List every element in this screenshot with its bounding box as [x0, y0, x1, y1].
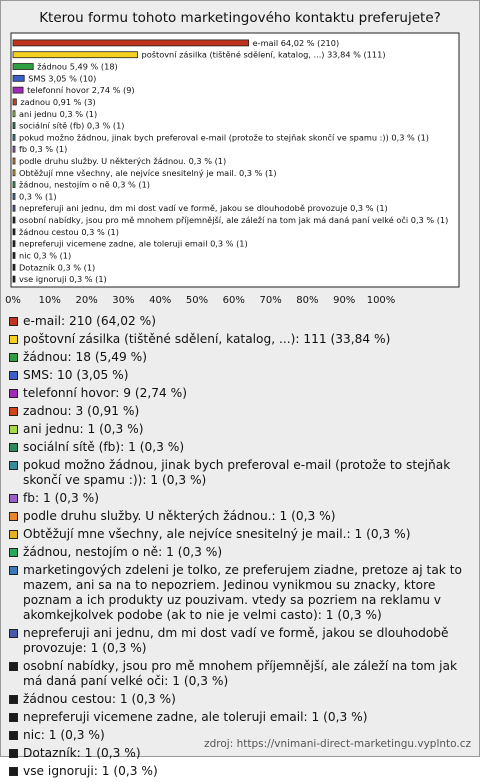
x-tick-label: 0% [5, 295, 21, 306]
legend-item [9, 440, 475, 455]
x-tick-label: 100% [366, 295, 396, 306]
x-tick-label: 40% [149, 295, 172, 306]
legend-item [9, 563, 475, 623]
bar [13, 264, 15, 270]
bar [13, 87, 23, 93]
bar [13, 193, 15, 199]
bar-label: žádnou 5,49 % (18) [37, 61, 118, 72]
bar-label: SMS 3,05 % (10) [28, 73, 97, 84]
bar [13, 134, 15, 140]
bar-chart [1, 1, 479, 311]
legend-item [9, 332, 475, 347]
legend-label: vse ignoruji: 1 (0,3 %) [23, 764, 158, 778]
bar-label: nepreferuji vicemene zadne, ale toleruji email 0,3 % (1) [19, 238, 248, 249]
bar-label: žádnou, nestojím o ně 0,3 % (1) [19, 179, 150, 190]
legend-item [9, 314, 475, 329]
bar [13, 241, 15, 247]
source-credit: zdroj: https://vnimani-direct-marketingu.vyplnto.cz [204, 738, 471, 750]
bar-label: poštovní zásilka (tištěné sdělení, katalog, ...) 33,84 % (111) [141, 49, 386, 60]
legend-label: ani jednu: 1 (0,3 %) [23, 422, 144, 436]
legend-item [9, 491, 475, 506]
bar [13, 75, 24, 81]
x-tick-label: 80% [296, 295, 319, 306]
legend-label: sociální sítě (fb): 1 (0,3 %) [23, 440, 185, 454]
legend-item [9, 545, 475, 560]
bar [13, 158, 15, 164]
bar-label: sociální sítě (fb) 0,3 % (1) [19, 120, 125, 131]
bar-label: pokud možno žádnou, jinak bych preferoval e-mail (protože to stejňak skončí ve spamu :)) 0,3 % (1) [19, 132, 430, 143]
bar-label: osobní nabídky, jsou pro mě mnohem příjemnější, ale záleží na tom jak má daná paní velké oči 0,3 % (1) [19, 215, 449, 226]
bar-label: podle druhu služby. U některých žádnou. 0,3 % (1) [19, 156, 227, 166]
legend-item [9, 458, 475, 488]
legend-label: žádnou: 18 (5,49 %) [23, 350, 147, 364]
legend-label: zadnou: 3 (0,91 %) [23, 404, 140, 418]
legend-swatch [9, 353, 18, 362]
bar-label: nic 0,3 % (1) [19, 250, 72, 261]
legend-item [9, 509, 475, 524]
legend-item [9, 386, 475, 401]
legend-label: pokud možno žádnou, jinak bych preferoval e-mail (protože to stejňak skončí ve spamu :)): 1 (0,3 %) [23, 458, 451, 487]
legend-label: poštovní zásilka (tištěné sdělení, katalog, ...): 111 (33,84 %) [23, 332, 391, 346]
legend-label: SMS: 10 (3,05 %) [23, 368, 129, 382]
legend-label: osobní nabídky, jsou pro mě mnohem příjemnější, ale záleží na tom jak má daná paní velké oči: 1 (0,3 %) [23, 659, 458, 688]
legend-label: nic: 1 (0,3 %) [23, 728, 105, 742]
bar [13, 52, 138, 58]
bar [13, 217, 15, 223]
bar [13, 170, 15, 176]
bar [13, 111, 15, 117]
legend-item [9, 659, 475, 689]
legend-swatch [9, 695, 18, 704]
legend-swatch [9, 629, 18, 638]
legend-item [9, 710, 475, 725]
bar [13, 252, 15, 258]
x-tick-label: 10% [38, 295, 61, 306]
x-tick-label: 50% [185, 295, 209, 306]
legend-swatch [9, 389, 18, 398]
bar [13, 40, 249, 46]
bar-label: vse ignoruji 0,3 % (1) [19, 274, 107, 285]
bar-label: 0,3 % (1) [19, 191, 57, 202]
legend-label: žádnou, nestojím o ně: 1 (0,3 %) [23, 545, 223, 559]
legend-swatch [9, 566, 18, 575]
legend-label: nepreferuji vicemene zadne, ale toleruji email: 1 (0,3 %) [23, 710, 368, 724]
legend-swatch [9, 407, 18, 416]
legend-label: Obtěžují mne všechny, ale nejvíce snesitelný je mail.: 1 (0,3 %) [23, 527, 411, 541]
legend-swatch [9, 662, 18, 671]
chart-legend [9, 314, 475, 782]
bar-label: zadnou 0,91 % (3) [20, 96, 96, 107]
x-tick-label: 70% [259, 295, 282, 306]
legend-label: e-mail: 210 (64,02 %) [23, 314, 156, 328]
chart-title: Kterou formu tohoto marketingového kontaktu preferujete? [39, 10, 441, 26]
legend-label: podle druhu služby. U některých žádnou.: 1 (0,3 %) [23, 509, 336, 523]
legend-item [9, 350, 475, 365]
bar [13, 182, 15, 188]
legend-swatch [9, 461, 18, 470]
bar-label: e-mail 64,02 % (210) [252, 37, 340, 48]
legend-swatch [9, 443, 18, 452]
bar [13, 146, 15, 152]
legend-swatch [9, 317, 18, 326]
legend-item [9, 404, 475, 419]
legend-swatch [9, 335, 18, 344]
legend-label: marketingových zdeleni je tolko, ze preferujem ziadne, pretoze aj tak to mazem, ani sa na to nepozriem. Jedinou vynikmou su znacky, ktore poznam a ich produkty uz pouzivam. vtedy sa pozriem na reklamu v akomkejkolvek podobe (ak to nie je velmi casto): 1 (0,3 %) [23, 563, 462, 622]
legend-label: fb: 1 (0,3 %) [23, 491, 99, 505]
bar [13, 64, 33, 70]
x-tick-label: 30% [112, 295, 135, 306]
legend-swatch [9, 713, 18, 722]
legend-label: nepreferuji ani jednu, dm mi dost vadí ve formě, jakou se dlouhodobě provozuje: 1 (0,3 %) [23, 626, 449, 655]
bar-label: nepreferuji ani jednu, dm mi dost vadí ve formě, jakou se dlouhodobě provozuje 0,3 % (1) [19, 203, 388, 214]
legend-swatch [9, 530, 18, 539]
legend-item [9, 368, 475, 383]
legend-item [9, 764, 475, 779]
legend-swatch [9, 512, 18, 521]
bar [13, 205, 15, 211]
legend-swatch [9, 548, 18, 557]
legend-item [9, 527, 475, 542]
legend-item [9, 422, 475, 437]
legend-swatch [9, 371, 18, 380]
bar-label: telefonní hovor 2,74 % (9) [27, 85, 135, 96]
legend-label: žádnou cestou: 1 (0,3 %) [23, 692, 176, 706]
x-tick-label: 20% [75, 295, 98, 306]
bar [13, 99, 16, 105]
bar-label: žádnou cestou 0,3 % (1) [19, 226, 119, 237]
legend-item [9, 626, 475, 656]
bar-label: Obtěžují mne všechny, ale nejvíce snesitelný je mail. 0,3 % (1) [19, 167, 277, 178]
bar [13, 229, 15, 235]
bar [13, 123, 15, 129]
legend-item [9, 692, 475, 707]
x-tick-label: 90% [333, 295, 356, 306]
bar-label: Dotazník 0,3 % (1) [19, 262, 96, 273]
legend-swatch [9, 494, 18, 503]
legend-label: Dotazník: 1 (0,3 %) [23, 746, 141, 760]
legend-swatch [9, 767, 18, 776]
bar-label: ani jednu 0,3 % (1) [19, 108, 98, 119]
legend-label: telefonní hovor: 9 (2,74 %) [23, 386, 187, 400]
legend-swatch [9, 731, 18, 740]
x-tick-label: 60% [222, 295, 245, 306]
legend-swatch [9, 425, 18, 434]
bar-label: fb 0,3 % (1) [19, 144, 68, 155]
bar [13, 276, 15, 282]
